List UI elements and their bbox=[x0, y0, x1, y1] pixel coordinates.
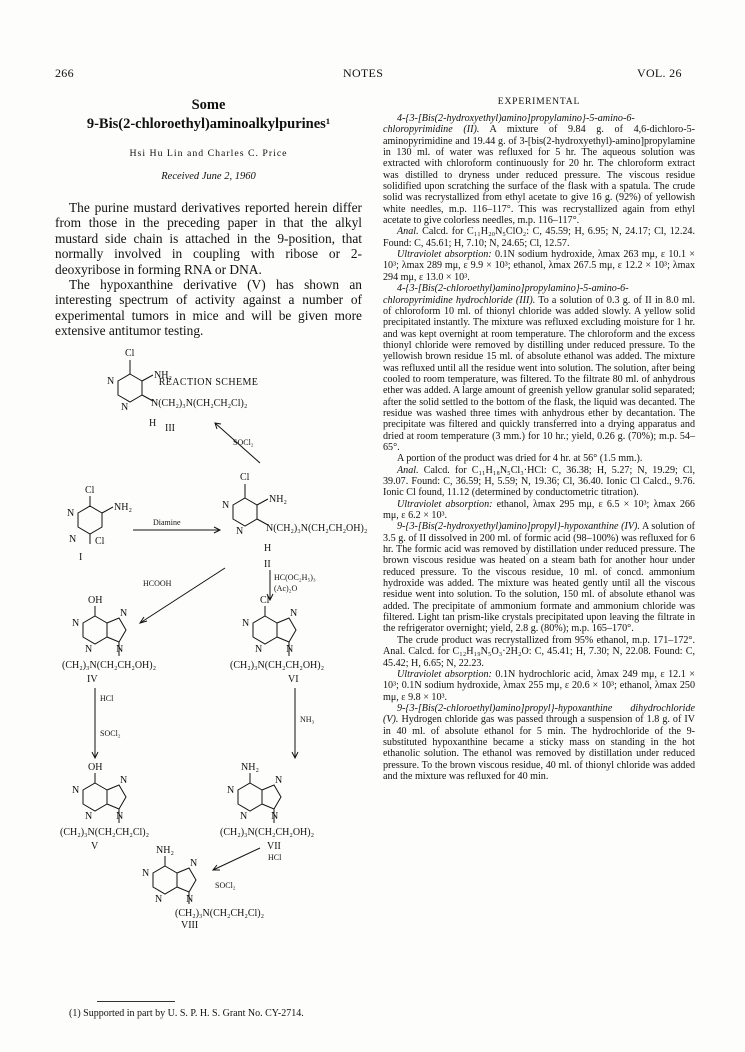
exp-lead: 4-{3-[Bis(2-chloroethyl)amino]propylamino}-5-amino-6-chloropyrimidine hydrochloride (III). bbox=[383, 283, 629, 306]
label: N bbox=[121, 402, 129, 413]
reagent-label: HCl bbox=[268, 853, 282, 862]
received-date: Received June 2, 1960 bbox=[161, 171, 256, 182]
label: NH₂ bbox=[156, 845, 174, 856]
label: N(CH₂)₃N(CH₂CH₂OH)₂ bbox=[266, 523, 368, 534]
reagent-label: Diamine bbox=[153, 518, 181, 527]
label: (CH₂)₃N(CH₂CH₂Cl)₂ bbox=[60, 827, 150, 838]
exp-paragraph bbox=[383, 113, 695, 226]
exp-lead: 4-{3-[Bis(2-hydroxyethyl)amino]propylamino}-5-amino-6-chloropyrimidine (II). bbox=[383, 113, 635, 136]
label: N bbox=[155, 894, 163, 905]
reagent-label: HCl bbox=[100, 694, 114, 703]
exp-lead: Ultraviolet absorption: bbox=[397, 668, 492, 680]
exp-lead: Ultraviolet absorption: bbox=[397, 498, 493, 510]
reagent-label: SOCl₂ bbox=[100, 729, 121, 738]
exp-paragraph bbox=[383, 669, 695, 703]
exp-paragraph bbox=[383, 703, 695, 782]
label: NH₂ bbox=[154, 370, 172, 381]
exp-text: 0.1N hydrochloric acid, λmax 249 mμ, ε 12.1 × 10³; 0.1N sodium hydroxide, λmax 255 mμ, ε 20.6 × 10³; ethanol, λmax 250 mμ, ε 9.8 × 10³. bbox=[383, 668, 695, 703]
exp-text: Hydrogen chloride gas was passed through a suspension of 1.8 g. of IV in 40 ml. of absolute ethanol for 5 min. The hydrochloride of the 9-substituted hypoxanthine became a sticky mass on standing in the hot ethanolic solution. The ethanol was removed by distillation under reduced pressure. To the brown viscous residue, 40 ml. of thionyl chloride was added and the mixture was refluxed for 40 min. bbox=[383, 714, 695, 782]
label: N bbox=[116, 811, 124, 822]
label: Cl bbox=[85, 485, 95, 496]
reagent-label: (Ac)₂O bbox=[274, 584, 298, 593]
exp-paragraph bbox=[383, 453, 695, 464]
label: N bbox=[240, 811, 248, 822]
exp-paragraph bbox=[383, 465, 695, 499]
label: N bbox=[116, 644, 124, 655]
label: NH₂ bbox=[241, 762, 259, 773]
exp-lead: Anal. bbox=[397, 226, 419, 238]
exp-paragraph bbox=[383, 499, 695, 522]
label: (CH₂)₃N(CH₂CH₂OH)₂ bbox=[62, 660, 157, 671]
label: N bbox=[85, 811, 93, 822]
label: OH bbox=[88, 762, 103, 773]
exp-text: A portion of the product was dried for 4 hr. at 56° (1.5 mm.). bbox=[397, 453, 643, 465]
right-column bbox=[383, 96, 695, 782]
label: N bbox=[222, 500, 230, 511]
label: H bbox=[264, 543, 272, 554]
label: N bbox=[290, 608, 298, 619]
label: N bbox=[227, 785, 235, 796]
article-title-line2: 9-Bis(2-chloroethyl)aminoalkylpurines¹ bbox=[86, 116, 331, 132]
label: N bbox=[286, 644, 294, 655]
exp-lead: Ultraviolet absorption: bbox=[397, 249, 492, 261]
label: N bbox=[120, 775, 128, 786]
label: N bbox=[85, 644, 93, 655]
experimental-heading: EXPERIMENTAL bbox=[497, 96, 581, 107]
label: (CH₂)₃N(CH₂CH₂Cl)₂ bbox=[175, 908, 265, 919]
exp-paragraph bbox=[383, 635, 695, 669]
label: NH₂ bbox=[114, 502, 132, 513]
volume-label: VOL. 26 bbox=[637, 66, 682, 80]
label: N bbox=[107, 376, 115, 387]
exp-paragraph bbox=[383, 226, 695, 249]
label: N bbox=[275, 775, 283, 786]
label: NH₂ bbox=[269, 494, 287, 505]
exp-text: A mixture of 9.84 g. of 4,6-dichloro-5-aminopyrimidine and 19.44 g. of 3-[bis(2-hydroxyethyl)-amino]propylamine in 130 ml. of water was refluxed for 5 hr. The aqueous solution was extracted with chloroform continuously for 20 hr. The chloroform extract was distilled to dryness under reduced pressure. The viscous residue solidified upon scratching the surface of the flask with a spatula. The crude solid was recrystallized from ethyl acetate to give 16 g. (92%) of yellowish white needles, m.p. 116–117°. This was recrystallized again from ethyl acetate to give colorless needles, m.p. 116–117°. bbox=[383, 124, 695, 227]
reaction-scheme bbox=[55, 338, 375, 928]
exp-text: ethanol, λmax 295 mμ, ε 6.5 × 10³; λmax 266 mμ, ε 6.2 × 10³. bbox=[383, 498, 695, 522]
exp-lead: Anal. bbox=[397, 464, 419, 476]
compound-number: I bbox=[79, 552, 83, 563]
label: N bbox=[142, 868, 150, 879]
label: N bbox=[242, 618, 250, 629]
exp-paragraph bbox=[383, 283, 695, 453]
label: N bbox=[67, 508, 75, 519]
footnote: (1) Supported in part by U. S. P. H. S. Grant No. CY-2714. bbox=[69, 1008, 304, 1019]
intro-paragraph: The purine mustard derivatives reported herein differ from those in the preceding paper in that the alkyl mustard side chain is attached in the 9-position, that normally involved in coupling with ribose or 2-deoxyribose in forming RNA or DNA. bbox=[55, 200, 362, 277]
label: N bbox=[236, 526, 244, 537]
label: N bbox=[271, 811, 279, 822]
label: N bbox=[190, 858, 198, 869]
label: Cl bbox=[260, 595, 270, 606]
label: (CH₂)₃N(CH₂CH₂OH)₂ bbox=[230, 660, 325, 671]
page-number: 266 bbox=[55, 66, 74, 80]
exp-text: Calcd. for C₁₁H₂₀N₅ClO₂: C, 45.59; H, 6.95; N, 24.17; Cl, 12.24. Found: C, 45.61; H, 7.10; N, 24.65; Cl, 12.57. bbox=[383, 226, 695, 249]
label: Cl bbox=[125, 348, 135, 359]
compound-number: V bbox=[91, 841, 99, 852]
label: N(CH₂)₃N(CH₂CH₂Cl)₂ bbox=[151, 398, 248, 409]
compound-number: VI bbox=[288, 674, 299, 685]
reagent-label: SOCl₂ bbox=[215, 881, 236, 890]
exp-text: 0.1N sodium hydroxide, λmax 263 mμ, ε 10.1 × 10³; λmax 289 mμ, ε 9.9 × 10³; ethanol, λmax 267.5 mμ, ε 12.2 × 10³; λmax 294 mμ, ε 13.0 × 10³. bbox=[383, 249, 695, 283]
reagent-label: SOCl₂ bbox=[233, 438, 254, 447]
label: (CH₂)₃N(CH₂CH₂OH)₂ bbox=[220, 827, 315, 838]
compound-number: II bbox=[264, 559, 271, 570]
label: H bbox=[149, 418, 157, 429]
label: N bbox=[72, 618, 80, 629]
article-title-line1: Some bbox=[191, 97, 226, 113]
exp-paragraph bbox=[383, 249, 695, 283]
running-head: NOTES bbox=[343, 66, 384, 80]
label: N bbox=[72, 785, 80, 796]
compound-number: VII bbox=[267, 841, 281, 852]
reagent-label: NH₃ bbox=[300, 715, 315, 724]
footnote-rule bbox=[97, 1001, 175, 1002]
label: N bbox=[120, 608, 128, 619]
authors: Hsi Hu Lin and Charles C. Price bbox=[129, 148, 288, 159]
intro-paragraph: The hypoxanthine derivative (V) has shown an interesting spectrum of activity against a number of experimental tumors in mice and will be given more extensive antitumor testing. bbox=[55, 277, 362, 339]
compound-number: III bbox=[165, 423, 175, 434]
scheme-heading: REACTION SCHEME bbox=[158, 376, 259, 388]
exp-paragraph bbox=[383, 521, 695, 634]
exp-lead: 9-{3-[Bis(2-hydroxyethyl)amino]propyl}-hypoxanthine (IV). bbox=[397, 521, 640, 533]
label: Cl bbox=[95, 536, 105, 547]
exp-text: The crude product was recrystallized from 95% ethanol, m.p. 171–172°. Anal. Calcd. for C₁₂H₁₉N₅O₃·2H₂O: C, 45.41; H, 7.30; N, 22.08. Found: C, 45.42; H, 6.65; N, 22.23. bbox=[383, 634, 695, 669]
label: N bbox=[69, 534, 77, 545]
label: Cl bbox=[240, 472, 250, 483]
exp-text: To a solution of 0.3 g. of II in 8.0 ml. of chloroform 10 ml. of thionyl chloride was added slowly. A yellow solid precipitated instantly. The mixture was refluxed excluding moisture for 1 hr. and was kept overnight at room temperature. The chloroform and the excess thionyl chloride were removed by distilling under reduced pressure. To the yellowish brown residue 15 ml. of absolute ethanol was added. The mixture was refluxed until all the residue went into solution. The solution, after being cooled to room temperature, was filtered. To the filtrate 80 ml. of anhydrous ether was added. A large amount of greenish yellow granular solid separated; after the solid settled to the bottom of the flask, the liquid was decanted. The residue was washed three times with anhydrous ether by decantation. The precipitate was filtered and quickly transferred into a drying apparatus and dried at room temperature (3 mm.) for 10 hr.; yield, 0.26 g. (70%); m.p. 54–65°. bbox=[383, 294, 695, 453]
reagent-label: HC(OC₂H₅)₃ bbox=[274, 573, 316, 582]
compound-number: IV bbox=[87, 674, 98, 685]
label: OH bbox=[88, 595, 103, 606]
label: N bbox=[186, 894, 194, 905]
exp-text: Calcd. for C₁₁H₁₈N₅Cl₃·HCl: C, 36.38; H, 5.27; N, 19.29; Cl, 39.07. Found: C, 36.59; H, 5.59; N, 19.36; Cl, 36.40. Ionic Cl Calcd., 9.76. Ionic Cl found, 11.12 (determined by conductometric titration). bbox=[383, 464, 695, 499]
compound-number: VIII bbox=[181, 920, 199, 928]
reagent-label: HCOOH bbox=[143, 579, 172, 588]
label: N bbox=[255, 644, 263, 655]
exp-lead: 9-{3-[Bis(2-chloroethyl)amino]propyl}-hypoxanthine dihydrochloride (V). bbox=[383, 702, 695, 726]
exp-text: A solution of 3.5 g. of II dissolved in 200 ml. of formic acid (98–100%) was refluxed for 6 hr. The formic acid was removed by distillation under reduced pressure. The brown viscous residue was heated on a steam bath for another hour under reduced pressure. To the viscous residue, 10 ml. of concd. ammonium hydroxide was added. The mixture was heated gently until all the viscous residue went into solution. To the solution, 150 ml. of absolute ethanol was added. The precipitate of ammonium formate and ammonium chloride was filtered. Light tan prism-like crystals precipitated upon leaving the filtrate in the refrigerator overnight; yield, 2.8 g. (80%); m.p. 165–170°. bbox=[383, 521, 695, 635]
